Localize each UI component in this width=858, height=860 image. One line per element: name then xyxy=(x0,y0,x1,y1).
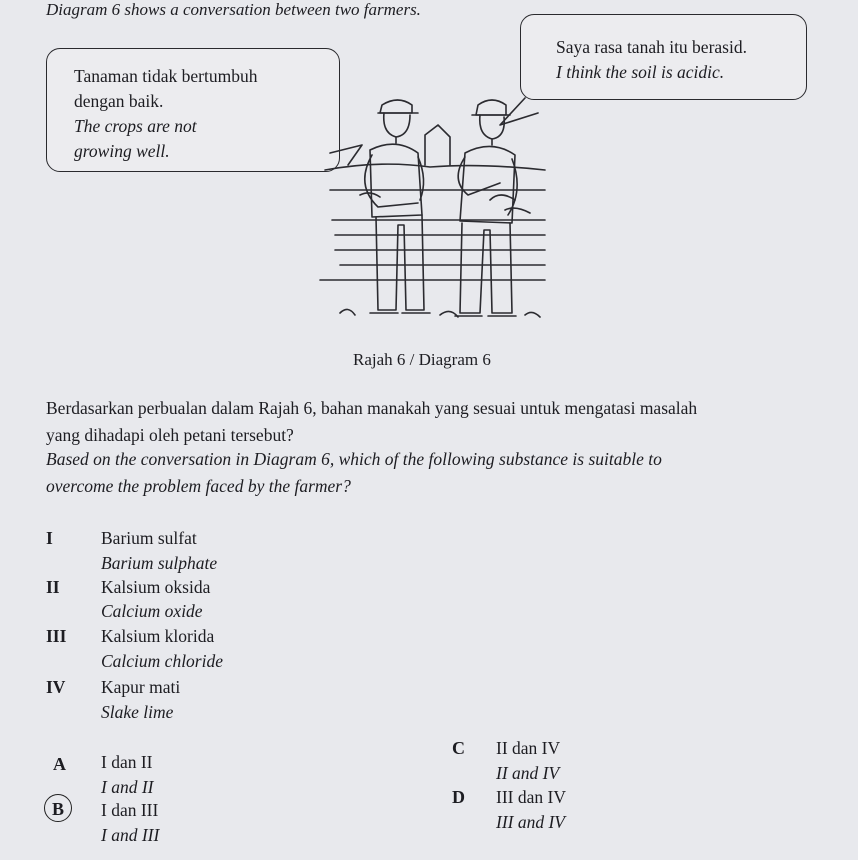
bubble-left-line2: dengan baik. xyxy=(74,91,164,111)
option-malay: Kapur mati xyxy=(101,677,181,697)
farmers-illustration xyxy=(300,95,560,335)
answer-letter-a[interactable]: A xyxy=(53,754,66,774)
option-malay: Kalsium oksida xyxy=(101,577,211,597)
intro-text: Diagram 6 shows a conversation between two farmers. xyxy=(46,0,421,19)
answer-c-malay: II dan IV xyxy=(496,738,561,758)
option-number: II xyxy=(46,577,60,597)
question-malay-line2: yang dihadapi oleh petani tersebut? xyxy=(46,425,294,445)
answer-a-english: I and II xyxy=(101,777,154,797)
option-english: Calcium chloride xyxy=(101,651,223,671)
answer-d-malay: III dan IV xyxy=(496,787,566,807)
answer-letter-d[interactable]: D xyxy=(452,787,465,807)
option-number: III xyxy=(46,626,67,646)
bubble-left-line3: The crops are not xyxy=(74,116,197,136)
answer-a-malay: I dan II xyxy=(101,752,153,772)
question-english-line2: overcome the problem faced by the farmer? xyxy=(46,476,351,496)
answer-b-english: I and III xyxy=(101,825,160,845)
bubble-right-line1: Saya rasa tanah itu berasid. xyxy=(556,37,747,57)
answer-c-english: II and IV xyxy=(496,763,560,783)
option-number: IV xyxy=(46,677,66,697)
bubble-right-line2: I think the soil is acidic. xyxy=(556,62,725,82)
question-english-line1: Based on the conversation in Diagram 6, which of the following substance is suitable to xyxy=(46,449,662,469)
option-malay: Barium sulfat xyxy=(101,528,197,548)
bubble-left-line1: Tanaman tidak bertumbuh xyxy=(74,66,258,86)
option-number: I xyxy=(46,528,53,548)
answer-d-english: III and IV xyxy=(496,812,566,832)
option-english: Slake lime xyxy=(101,702,174,722)
option-malay: Kalsium klorida xyxy=(101,626,215,646)
bubble-left-line4: growing well. xyxy=(74,141,170,161)
option-english: Calcium oxide xyxy=(101,601,203,621)
diagram-caption: Rajah 6 / Diagram 6 xyxy=(353,350,491,369)
answer-letter-b[interactable]: B xyxy=(52,799,65,819)
answer-letter-c[interactable]: C xyxy=(452,738,465,758)
question-malay-line1: Berdasarkan perbualan dalam Rajah 6, bahan manakah yang sesuai untuk mengatasi masalah xyxy=(46,398,698,418)
answer-b-malay: I dan III xyxy=(101,800,159,820)
option-english: Barium sulphate xyxy=(101,553,218,573)
